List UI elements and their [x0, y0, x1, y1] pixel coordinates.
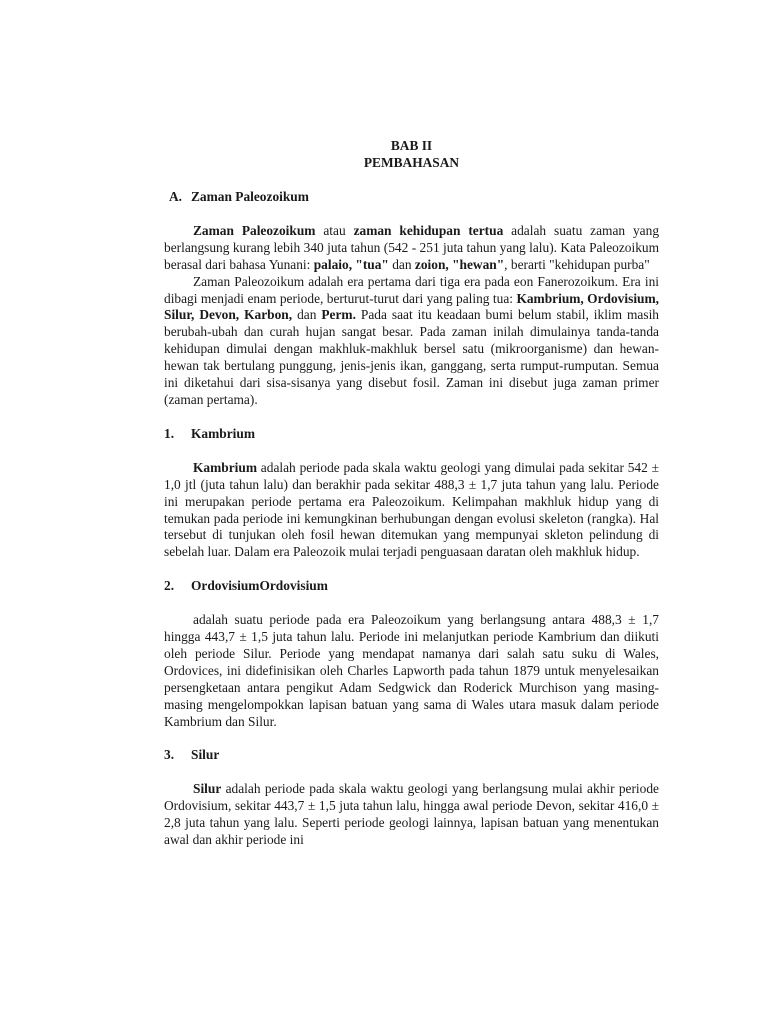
section-title: Zaman Paleozoikum [191, 189, 309, 204]
subheading-number: 2. [164, 578, 175, 594]
text-run: dan [388, 256, 415, 272]
bold-term: Perm. [321, 307, 356, 323]
paragraph-ordovisium [164, 612, 659, 730]
paragraph-silur [164, 781, 659, 849]
bold-term: Silur [193, 781, 222, 797]
bold-term: Zaman Paleozoikum [193, 222, 316, 238]
chapter-title: PEMBAHASAN [363, 155, 460, 170]
subheading-title: OrdovisiumOrdovisium [191, 578, 328, 594]
section-heading-a [169, 189, 659, 206]
subheading-ordovisium [164, 578, 659, 595]
bold-term: palaio, "tua" [313, 256, 389, 272]
text-run: dan [292, 307, 322, 323]
text-run: adalah suatu zaman yang berlangsung kurang lebih 340 juta tahun (542 - 251 juta tahun yang lalu). Kata Paleozoikum berasal dari bahasa Yunani: [164, 222, 660, 272]
subheading-title: Kambrium [191, 425, 255, 441]
bold-term: zaman kehidupan tertua [353, 222, 504, 238]
paragraph-kambrium [164, 460, 659, 561]
document-page [164, 137, 659, 849]
text-run: Pada saat itu keadaan bumi belum stabil, iklim masih berubah-ubah dan curah hujan sangat besar. Pada zaman inilah dimulainya tanda-tanda kehidupan dimulai dengan makhluk-makhluk bersel satu (mikroorganisme) dan hewan-hewan tak bertulang punggung, jenis-jenis ikan, ganggang, serta rumput-rumputan. Semua ini diketahui dari sisa-sisanya yang disebut fosil. Zaman ini disebut juga zaman primer (zaman pertama). [164, 307, 659, 407]
text-run: adalah suatu periode pada era Paleozoikum yang berlangsung antara 488,3 ± 1,7 hingga 443,7 ± 1,5 juta tahun lalu. Periode ini melanjutkan periode Kambrium dan diikuti oleh periode Silur. Periode yang mendapat namanya dari salah satu suku di Wales, Ordovices, ini didefinisikan oleh Charles Lapworth pada tahun 1879 untuk menyelesaikan persengketaan antara pengikut Adam Sedgwick dan Roderick Murchison yang masing-masing mengelompokkan lapisan batuan yang sama di Wales utara masuk dalam periode Kambrium dan Silur. [164, 612, 659, 729]
chapter-label: BAB II [390, 138, 433, 153]
section-number: A. [169, 189, 183, 204]
paragraph-paleozoikum-intro [164, 223, 659, 274]
text-run: adalah periode pada skala waktu geologi yang dimulai pada sekitar 542 ± 1,0 jtl (juta tahun lalu) dan berakhir pada sekitar 488,3 ± 1,7 juta tahun yang lalu. Periode ini merupakan periode pertama era Paleozoikum. Kelimpahan makhluk hidup yang di temukan pada periode ini kemungkinan berhubungan dengan evolusi skeleton (rangka). Hal tersebut di tunjukan oleh fosil hewan ditemukan yang mempunyai skleton pelindung di sebelah luar. Dalam era Paleozoik mulai terjadi penguasaan daratan oleh makhluk hidup. [164, 459, 659, 560]
text-run: atau [315, 222, 354, 238]
text-run: , berarti "kehidupan purba" [504, 256, 650, 272]
subheading-number: 1. [164, 425, 175, 441]
subheading-number: 3. [164, 747, 175, 763]
subheading-silur [164, 747, 659, 764]
bold-term: Kambrium [193, 459, 257, 475]
text-run: Zaman Paleozoikum adalah era pertama dari tiga era pada eon Fanerozoikum. Era ini dibagi menjadi enam periode, berturut-turut dari yang paling tua: [164, 273, 659, 306]
subheading-title: Silur [191, 747, 220, 763]
text-run: adalah periode pada skala waktu geologi yang berlangsung mulai akhir periode Ordovisium, sekitar 443,7 ± 1,5 juta tahun lalu, hingga awal periode Devon, sekitar 416,0 ± 2,8 juta tahun yang lalu. Seperti periode geologi lainnya, lapisan batuan yang menentukan awal dan akhir periode ini [164, 781, 659, 848]
bold-term: zoion, "hewan" [414, 256, 505, 272]
bold-term: Kambrium, Ordovisium, Silur, Devon, Karbon, [164, 290, 659, 323]
paragraph-paleozoikum-periods [164, 274, 659, 409]
subheading-kambrium [164, 426, 659, 443]
